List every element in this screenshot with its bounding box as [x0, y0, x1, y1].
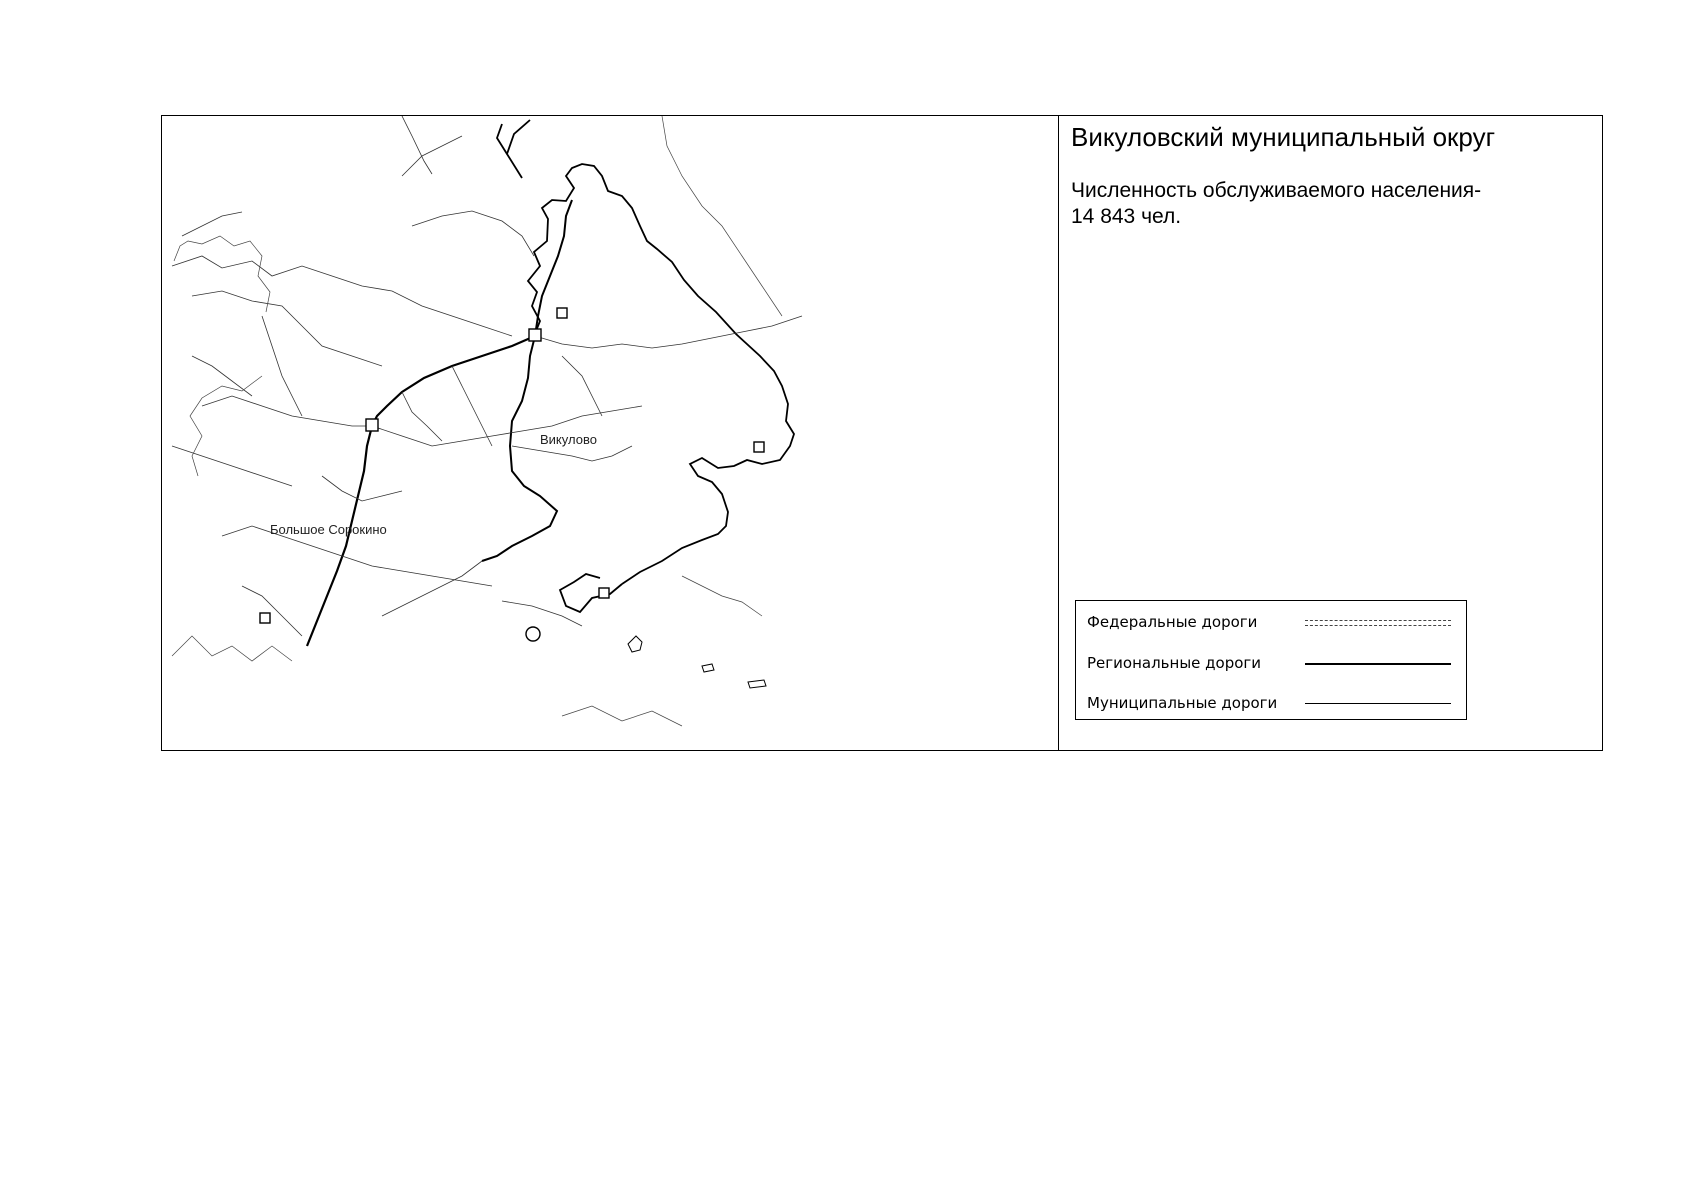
- settlement-marker: [557, 308, 567, 318]
- settlement-label-vikulovo: Викулово: [540, 432, 597, 447]
- population-value: 14 843 чел.: [1071, 205, 1182, 228]
- legend-item-municipal: [1087, 694, 1457, 714]
- population-text: [1071, 178, 1481, 230]
- regional-road: [482, 336, 557, 561]
- legend-item-federal: [1087, 613, 1457, 633]
- legend-label: Муниципальные дороги: [1087, 694, 1278, 712]
- legend-label: Федеральные дороги: [1087, 613, 1258, 631]
- info-panel: [1059, 116, 1602, 750]
- legend-label: Региональные дороги: [1087, 654, 1262, 672]
- district-title: Викуловский муниципальный округ: [1071, 122, 1496, 152]
- lake: [702, 664, 714, 672]
- settlement-marker: [529, 329, 541, 341]
- regional-road: [372, 336, 535, 426]
- population-label: Численность обслуживаемого населения-: [1071, 179, 1482, 202]
- settlement-marker: [754, 442, 764, 452]
- map-panel: [162, 116, 1059, 750]
- district-boundary: [507, 120, 794, 584]
- district-map: [162, 116, 1058, 750]
- settlement-marker: [526, 627, 540, 641]
- legend-swatch-regional: [1305, 663, 1451, 665]
- settlement-marker: [599, 588, 609, 598]
- legend-item-regional: [1087, 654, 1457, 674]
- map-legend: [1075, 600, 1467, 720]
- map-sheet: [161, 115, 1603, 751]
- settlement-label-bolshoe-sorokino: Большое Сорокино: [270, 522, 387, 537]
- lake: [748, 680, 766, 688]
- settlement-marker: [366, 419, 378, 431]
- legend-swatch-municipal: [1305, 703, 1451, 704]
- lake: [628, 636, 642, 652]
- settlement-marker: [260, 613, 270, 623]
- legend-swatch-federal: [1305, 620, 1451, 626]
